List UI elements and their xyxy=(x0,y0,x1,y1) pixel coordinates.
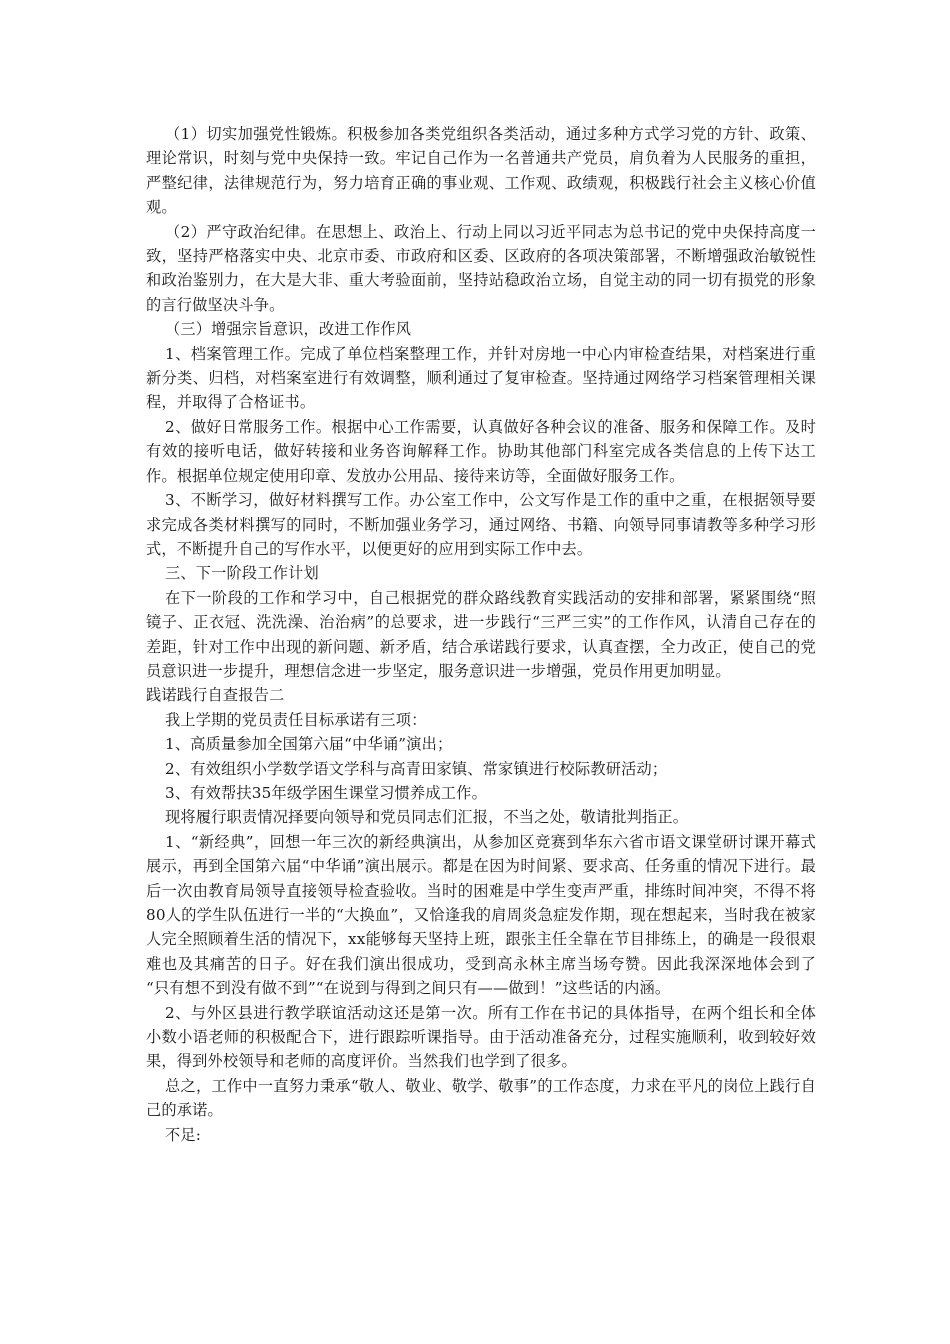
paragraph-report-intro: 现将履行职责情况择要向领导和党员同志们汇报，不当之处，敬请批判指正。 xyxy=(165,808,689,827)
section-heading-purpose: （三）增强宗旨意识，改进工作作风 xyxy=(165,320,412,339)
paragraph-political-discipline: （2）严守政治纪律。在思想上、政治上、行动上同以习近平同志为总书记的党中央保持高度一致，坚持严格落实中央、北京市委、市政府和区委、区政府的各项决策部署，不断增强政治敏锐性和政治鉴别力，在大是大非、重大考验面前，坚持站稳政治立场，自觉主动的同一切有损党的形象的言行做坚决斗争。 xyxy=(146,222,816,314)
commitment-item-1: 1、高质量参加全国第六届“中华诵”演出； xyxy=(165,735,453,754)
commitment-item-3: 3、有效帮扶35年级学困生课堂习惯养成工作。 xyxy=(165,783,487,802)
paragraph-party-discipline-1: （1）切实加强党性锻炼。积极参加各类党组织各类活动，通过多种方式学习党的方针、政策、理论常识，时刻与党中央保持一致。牢记自己作为一名普通共产党员，肩负着为人民服务的重担，严整纪律，法律规范行为，努力培育正确的事业观、工作观、政绩观，积极践行社会主义核心价值观。 xyxy=(146,125,816,217)
section-heading-next-plan: 三、下一阶段工作计划 xyxy=(165,564,319,583)
document-page xyxy=(146,122,816,1147)
report-two-title: 践诺践行自查报告二 xyxy=(146,686,285,705)
commitment-item-2: 2、有效组织小学数学语文学科与高青田家镇、常家镇进行校际教研活动； xyxy=(165,759,668,778)
paragraph-new-classics: 1、“新经典”，回想一年三次的新经典演出，从参加区竞赛到华东六省市语文课堂研讨课开幕式展示，再到全国第六届“中华诵”演出展示。都是在因为时间紧、要求高、任务重的情况下进行。最后一次由教育局领导直接领导检查验收。当时的困难是中学生变声严重，排练时间冲突，不得不将80人的学生队伍进行一半的“大换血”，又恰逢我的肩周炎急症发作期，现在想起来，当时我在被家人完全照顾着生活的情况下，xx能够每天坚持上班，跟张主任全靠在节目排练上，的确是一段很艰难也及其痛苦的日子。好在我们演出很成功，受到高永林主席当场夸赞。因此我深深地体会到了 “只有想不到没有做不到”“在说到与得到之间只有——做到！”这些话的内涵。 xyxy=(146,832,816,998)
paragraph-exchange-activity: 2、与外区县进行教学联谊活动这还是第一次。所有工作在书记的具体指导，在两个组长和全体小数小语老师的积极配合下，进行跟踪听课指导。由于活动准备充分，过程实施顺利，收到较好效果，得到外校领导和老师的高度评价。当然我们也学到了很多。 xyxy=(146,1003,816,1071)
paragraph-continuous-learning: 3、不断学习，做好材料撰写工作。办公室工作中，公文写作是工作的重中之重，在根据领导要求完成各类材料撰写的同时，不断加强业务学习，通过网络、书籍、向领导同事请教等多种学习形式，不断提升自己的写作水平，以便更好的应用到实际工作中去。 xyxy=(146,491,816,558)
paragraph-commitments-intro: 我上学期的党员责任目标承诺有三项： xyxy=(165,710,427,729)
paragraph-shortcomings: 不足: xyxy=(165,1125,202,1144)
paragraph-next-plan: 在下一阶段的工作和学习中，自己根据党的群众路线教育实践活动的安排和部署，紧紧围绕“照镜子、正衣冠、洗洗澡、治治病”的总要求，进一步践行“三严三实”的工作作风，认清自己存在的差距，针对工作中出现的新问题、新矛盾，结合承诺践行要求，认真查摆，全力改正，使自己的党员意识进一步提升，理想信念进一步坚定，服务意识进一步增强，党员作用更加明显。 xyxy=(146,588,816,680)
paragraph-summary: 总之，工作中一直努力秉承“敬人、敬业、敬学、敬事”的工作态度，力求在平凡的岗位上践行自己的承诺。 xyxy=(146,1076,816,1120)
paragraph-daily-service: 2、做好日常服务工作。根据中心工作需要，认真做好各种会议的准备、服务和保障工作。及时有效的接听电话，做好转接和业务咨询解释工作。协助其他部门科室完成各类信息的上传下达工作。根据单位规定使用印章、发放办公用品、接待来访等，全面做好服务工作。 xyxy=(146,417,816,485)
paragraph-archive-management: 1、档案管理工作。完成了单位档案整理工作，并针对房地一中心内审检查结果，对档案进行重新分类、归档，对档案室进行有效调整，顺利通过了复审检查。坚持通过网络学习档案管理相关课程，并取得了合格证书。 xyxy=(146,344,816,412)
